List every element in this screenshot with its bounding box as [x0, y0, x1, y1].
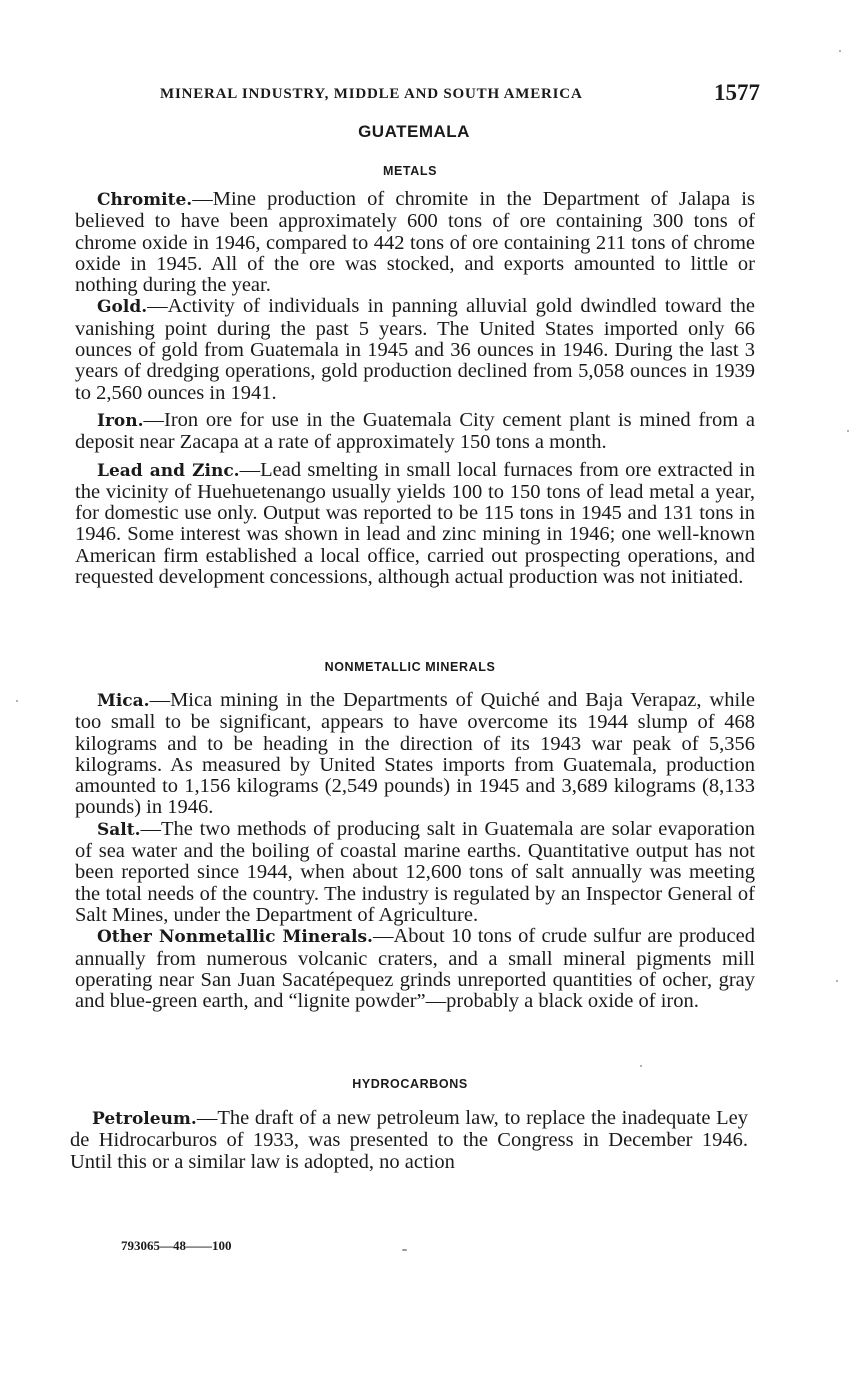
paragraph-lead: Gold. [97, 297, 148, 318]
scan-speck [402, 1249, 407, 1251]
paragraph-lead: Iron. [97, 410, 144, 431]
section-body-nonmetallic [75, 690, 755, 1012]
paragraph-salt [75, 819, 755, 926]
paragraph-text: —Iron ore for use in the Guatemala City cement plant is mined from a deposit near Zacapa at a rate of approximately 150 tons a month. [75, 408, 755, 454]
paragraph-chromite [75, 189, 755, 296]
paragraph-text: —Lead smelting in small local furnaces from ore extracted in the vicinity of Huehuetenango usually yields 100 to 150 tons of lead metal a year, for domestic use only. Output was reported to be 115 tons in 1945 and 131 tons in 1946. Some interest was shown in lead and zinc mining in 1946; one well-known American firm established a local office, carried out prospecting operations, and requested development concessions, although actual production was not initiated. [75, 458, 755, 589]
scan-speck [847, 430, 849, 432]
country-heading: GUATEMALA [358, 122, 470, 141]
scan-speck [836, 980, 838, 982]
paragraph-text: —Mica mining in the Departments of Quiché and Baja Verapaz, while too small to be significant, appears to have overcome its 1944 slump of 468 kilograms and to be heading in the direction of its 1943 war peak of 5,356 kilograms. As measured by United States imports from Guatemala, production amounted to 1,156 kilograms (2,549 pounds) in 1945 and 3,689 kilograms (8,133 pounds) in 1946. [75, 689, 755, 819]
scan-speck [640, 1065, 642, 1067]
running-title: MINERAL INDUSTRY, MIDDLE AND SOUTH AMERICA [160, 86, 583, 102]
paragraph-text: —The draft of a new petroleum law, to replace the inadequate Ley de Hidrocarburos of 1933, was presented to the Congress in December 1946. Until this or a similar law is adopted, no action [70, 1107, 748, 1173]
paragraph-text: —The two methods of producing salt in Guatemala are solar evaporation of sea water and the boiling of coastal marine earths. Quantitative output has not been reported since 1944, when about 12,600 tons of salt annually was meeting the total needs of the country. The industry is regulated by an Inspector General of Salt Mines, under the Department of Agriculture. [75, 817, 755, 926]
paragraph-other-nonmetallic [75, 926, 755, 1012]
paragraph-text: —Mine production of chromite in the Department of Jalapa is believed to have been approximately 600 tons of ore containing 300 tons of chrome oxide in 1946, compared to 442 tons of ore containing 211 tons of chrome oxide in 1945. All of the ore was stocked, and exports amounted to little or nothing during the year. [75, 188, 755, 297]
paragraph-gold [75, 296, 755, 403]
running-header [160, 80, 760, 110]
paragraph-petroleum [70, 1108, 748, 1173]
section-heading-metals: METALS [382, 164, 438, 178]
paragraph-mica [75, 690, 755, 819]
paragraph-text: —About 10 tons of crude sulfur are produced annually from numerous volcanic craters, and a small mineral pigments mill operating near San Juan Sacatépequez grinds unreported quantities of ocher, gray and blue-green earth, and “lignite powder”—probably a black oxide of iron. [75, 925, 755, 1013]
scan-speck [16, 700, 18, 702]
paragraph-lead: Chromite. [97, 190, 193, 210]
section-heading-hydrocarbons: HYDROCARBONS [352, 1077, 468, 1091]
section-body-metals [75, 189, 755, 588]
paragraph-lead: Other Nonmetallic Minerals. [97, 927, 373, 948]
paragraph-iron [75, 410, 755, 454]
section-body-hydrocarbons [70, 1108, 748, 1173]
section-heading-nonmetallic: NONMETALLIC MINERALS [324, 660, 496, 674]
paragraph-lead: Mica. [97, 691, 150, 711]
scan-speck [839, 50, 841, 52]
footer-printing-code: 793065—48——100 [121, 1238, 232, 1253]
page-number: 1577 [714, 80, 760, 105]
paragraph-lead-zinc [75, 460, 755, 589]
paragraph-lead: Lead and Zinc. [97, 460, 240, 481]
paragraph-lead: Petroleum. [92, 1109, 197, 1129]
paragraph-lead: Salt. [97, 819, 141, 840]
paragraph-text: —Activity of individuals in panning alluvial gold dwindled toward the vanishing point during the past 5 years. The United States imported only 66 ounces of gold from Guatemala in 1945 and 36 ounces in 1946. During the last 3 years of dredging operations, gold production declined from 5,058 ounces in 1939 to 2,560 ounces in 1941. [75, 295, 755, 404]
